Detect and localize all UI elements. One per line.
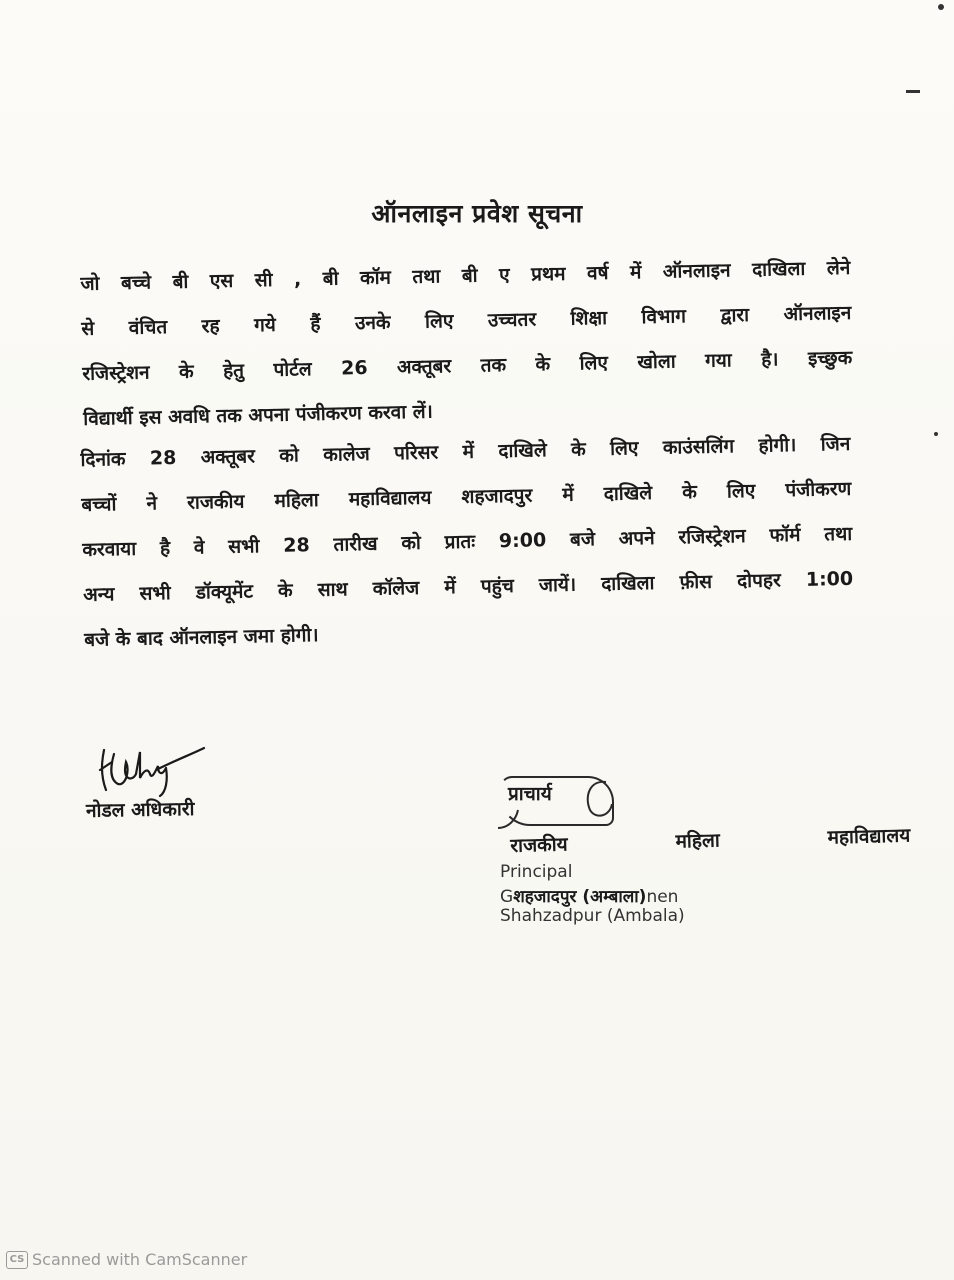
scan-speck xyxy=(938,4,944,10)
paragraph-line: अन्य सभी डॉक्यूमेंट के साथ कॉलेज में पहुंच जायें। दाखिला फ़ीस दोपहर 1:00 xyxy=(83,567,854,606)
stamp-title: प्राचार्य xyxy=(508,783,552,805)
paragraph-line: दिनांक 28 अक्तूबर को कालेज परिसर में दाखिले के लिए काउंसलिंग होगी। जिन xyxy=(80,432,851,471)
camscanner-watermark xyxy=(6,1250,247,1269)
stamp-seal-mark xyxy=(576,776,616,826)
stamp-english-principal: Principal xyxy=(500,862,573,882)
paragraph-registration xyxy=(80,246,854,442)
nodal-officer-label: नोडल अधिकारी xyxy=(85,798,195,822)
paragraph-line: विद्यार्थी इस अवधि तक अपना पंजीकरण करवा लें। xyxy=(83,400,434,430)
paragraph-line: से वंचित रह गये हैं उनके लिए उच्चतर शिक्षा विभाग द्वारा ऑनलाइन xyxy=(81,301,852,340)
paragraph-line: जो बच्चे बी एस सी , बी कॉम तथा बी ए प्रथम वर्ष में ऑनलाइन दाखिला लेने xyxy=(80,256,851,295)
stamp-location-line xyxy=(500,884,678,907)
paragraph-line: करवाया है वे सभी 28 तारीख को प्रातः 9:00 बजे अपने रजिस्ट्रेशन फॉर्म तथा xyxy=(82,522,853,561)
nodal-officer-signature xyxy=(96,740,206,800)
stamp-word: राजकीय xyxy=(510,833,568,857)
stamp-english-suffix: nen xyxy=(646,887,679,907)
notice-title: ऑनलाइन प्रवेश सूचना xyxy=(371,199,583,228)
stamp-english-location: Shahzadpur (Ambala) xyxy=(500,906,685,926)
paragraph-line: बच्चों ने राजकीय महिला महाविद्यालय शहजादपुर में दाखिले के लिए पंजीकरण xyxy=(81,477,852,516)
principal-stamp xyxy=(496,770,916,940)
paragraph-counselling xyxy=(80,422,855,663)
paragraph-line: बजे के बाद ऑनलाइन जमा होगी। xyxy=(84,624,319,651)
stamp-english-prefix: G xyxy=(500,887,514,907)
stamp-word: महिला xyxy=(675,829,721,853)
stamp-hindi-location: शहजादपुर (अम्बाला) xyxy=(513,887,647,907)
paragraph-line: रजिस्ट्रेशन के हेतु पोर्टल 26 अक्तूबर तक के लिए खोला गया है। इच्छुक xyxy=(82,346,853,385)
scan-speck xyxy=(906,90,920,93)
scan-speck xyxy=(934,432,938,436)
camscanner-text: Scanned with CamScanner xyxy=(32,1250,248,1269)
camscanner-logo-icon: CS xyxy=(6,1251,28,1269)
stamp-word: महाविद्यालय xyxy=(827,824,911,849)
stamp-college-name xyxy=(510,822,911,858)
